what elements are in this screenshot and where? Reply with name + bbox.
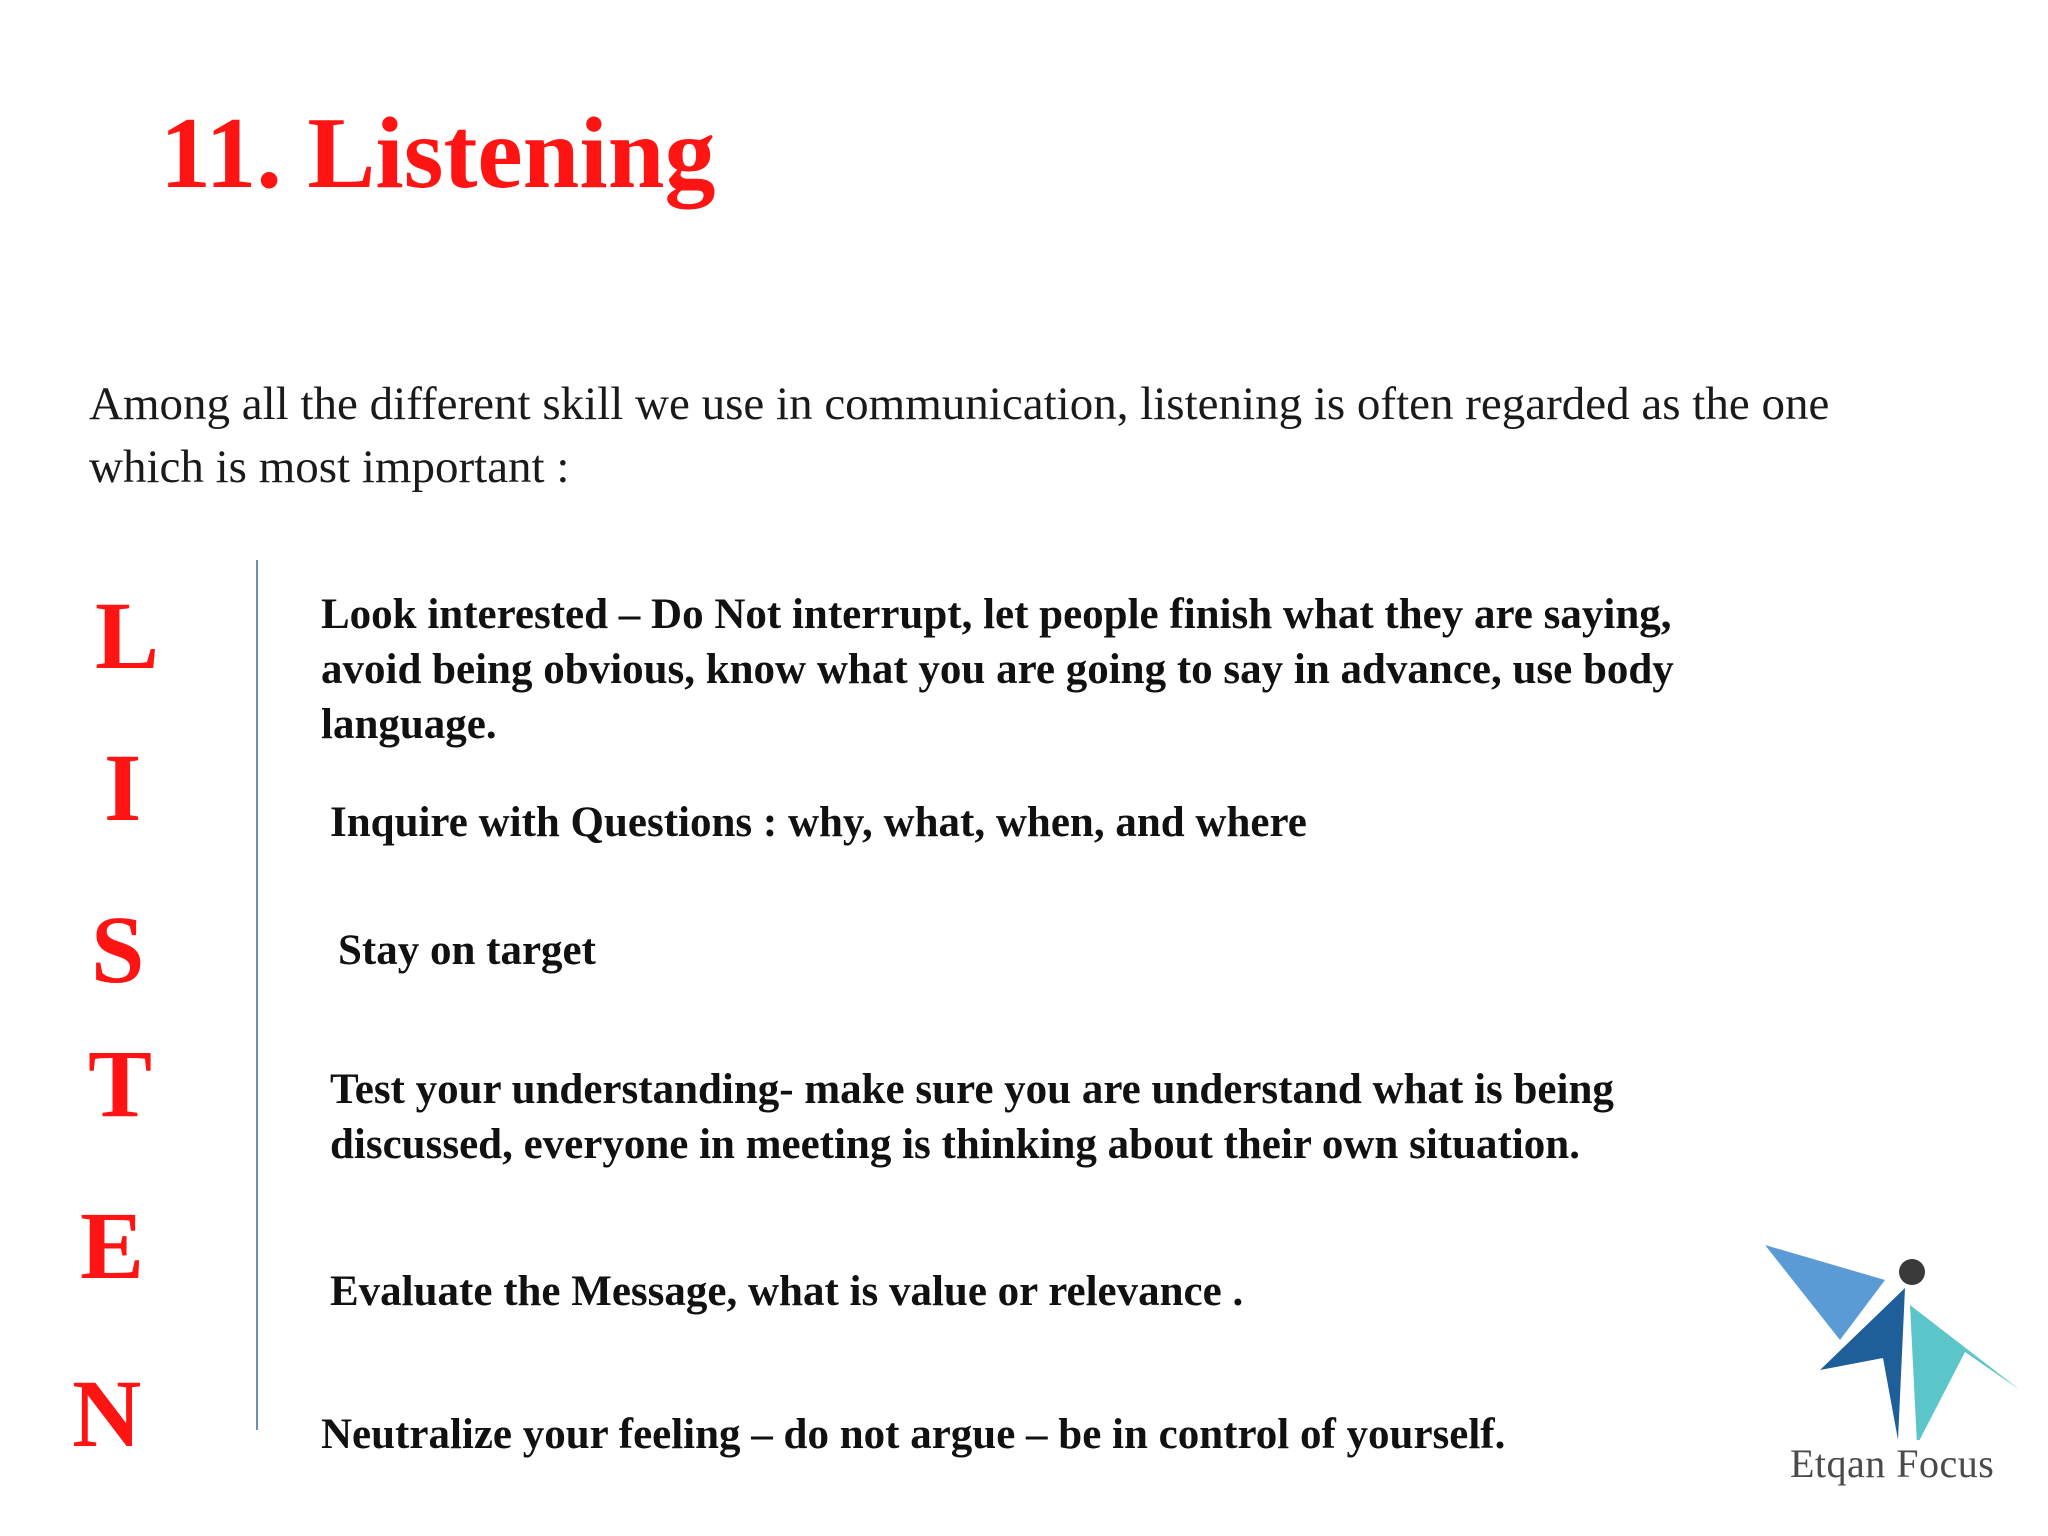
- item-stay-on-target: Stay on target: [338, 927, 596, 974]
- logo-dot: [1899, 1259, 1925, 1285]
- vertical-divider: [256, 560, 258, 1430]
- etqan-focus-logo: [1765, 1240, 2035, 1490]
- item-inquire: Inquire with Questions : why, what, when, and where: [330, 799, 1307, 846]
- intro-paragraph: Among all the different skill we use in communication, listening is often regarded as the one which is most important :: [89, 378, 1830, 493]
- logo-mark-icon: [1765, 1240, 2035, 1440]
- slide-title: 11. Listening: [160, 97, 716, 210]
- acronym-letter-n: N: [72, 1360, 142, 1467]
- acronym-letter-t: T: [88, 1030, 153, 1137]
- item-test-understanding: Test your understanding- make sure you are understand what is being discussed, everyone in meeting is thinking about their own situation.: [330, 1066, 1614, 1168]
- acronym-letter-l: L: [95, 582, 160, 689]
- acronym-letter-s: S: [91, 896, 145, 1003]
- acronym-letter-i: I: [104, 734, 142, 841]
- logo-text: Etqan Focus: [1790, 1441, 1995, 1486]
- item-look-interested: Look interested – Do Not interrupt, let people finish what they are saying, avoid being obvious, know what you are going to say in advance, use body language.: [321, 591, 1674, 748]
- acronym-letter-e: E: [80, 1192, 145, 1299]
- item-neutralize: Neutralize your feeling – do not argue – be in control of yourself.: [321, 1411, 1506, 1458]
- logo-teal-shape: [1910, 1305, 2020, 1440]
- item-evaluate: Evaluate the Message, what is value or relevance .: [330, 1268, 1244, 1315]
